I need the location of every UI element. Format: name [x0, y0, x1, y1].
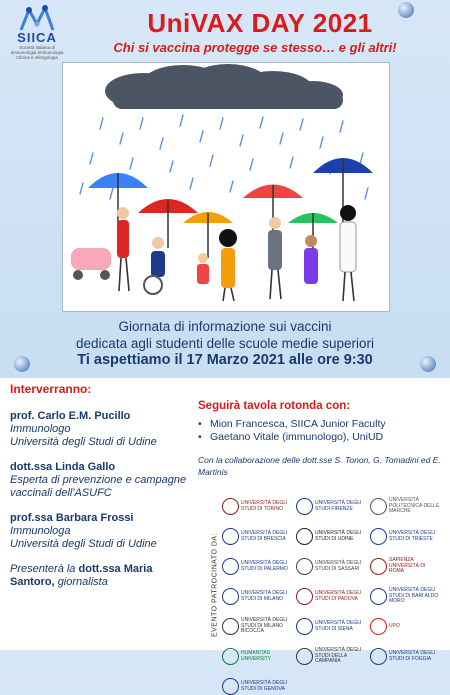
university-name: UNIVERSITÀ DEGLI STUDI DI BARI ALDO MORO: [389, 587, 439, 605]
university-logo: [370, 498, 441, 515]
university-seal-icon: [222, 618, 239, 635]
university-logo: [370, 558, 441, 575]
speaker-affiliation: Università degli Studi di Udine: [10, 538, 157, 550]
university-name: UNIVERSITÀ DEGLI STUDI DI SASSARI: [315, 560, 362, 572]
university-logo: [296, 558, 367, 575]
university-seal-icon: [370, 558, 387, 575]
speaker-name: prof. Carlo E.M. Pucillo: [10, 410, 131, 422]
university-seal-icon: [296, 528, 313, 545]
university-name: UNIVERSITÀ DEGLI STUDI DI PADOVA: [315, 590, 362, 602]
speaker-item: [10, 461, 190, 500]
university-name: UNIVERSITÀ DEGLI STUDI DI BRESCIA: [241, 530, 288, 542]
event-date: Ti aspettiamo il 17 Marzo 2021 alle ore 9:30: [77, 352, 373, 368]
siica-logo: [6, 4, 68, 62]
university-name: UNIVERSITÀ DEGLI STUDI DI GENOVA: [241, 680, 288, 692]
university-seal-icon: [296, 498, 313, 515]
presenter-name: dott.ssa Maria Santoro,: [10, 563, 153, 588]
page-title: UniVAX DAY 2021: [147, 8, 373, 38]
university-name: HUMANITAS UNIVERSITY: [241, 650, 272, 662]
page-subtitle: Chi si vaccina protegge se stesso… e gli altri!: [113, 40, 397, 55]
university-logo: [222, 648, 293, 665]
university-logo: [370, 588, 441, 605]
university-seal-icon: [370, 618, 387, 635]
presenter-role: giornalista: [57, 576, 108, 588]
university-name: UNIVERSITÀ DEGLI STUDI DELLA CAMPANIA: [315, 647, 362, 665]
speakers-heading: Interverranno:: [10, 382, 92, 396]
university-name: UPO: [389, 622, 400, 629]
university-logo: [370, 618, 400, 635]
presenter-prefix: Presenterà la: [10, 563, 76, 575]
university-name: SAPIENZA UNIVERSITÀ DI ROMA: [389, 557, 426, 575]
roundtable-section: [198, 400, 443, 478]
list-item: • Gaetano Vitale (immunologo), UniUD: [198, 431, 443, 444]
university-seal-icon: [296, 618, 313, 635]
siica-emblem-icon: [17, 4, 57, 32]
university-logos: [222, 494, 444, 692]
university-logo: [296, 498, 367, 515]
event-description: [20, 318, 430, 352]
pushpin-icon: [398, 2, 414, 18]
university-seal-icon: [370, 648, 387, 665]
logo-name: SIICA: [17, 30, 57, 45]
university-logo: [222, 558, 293, 575]
speaker-item: [10, 410, 190, 449]
description-line-2: dedicata agli studenti delle scuole medie superiori: [76, 336, 374, 351]
roundtable-list: [198, 418, 443, 444]
university-seal-icon: [222, 678, 239, 695]
university-seal-icon: [222, 588, 239, 605]
university-seal-icon: [296, 588, 313, 605]
university-seal-icon: [222, 648, 239, 665]
university-seal-icon: [222, 498, 239, 515]
rain-umbrella-illustration: [62, 62, 390, 312]
university-seal-icon: [296, 558, 313, 575]
university-logo: [222, 618, 293, 635]
presenter: [10, 563, 190, 589]
university-seal-icon: [222, 528, 239, 545]
university-logo: [296, 648, 367, 665]
university-name: UNIVERSITÀ DEGLI STUDI DI FOGGIA: [389, 650, 436, 662]
university-name: UNIVERSITÀ DEGLI STUDI DI SIENA: [315, 620, 362, 632]
university-logo: [222, 588, 293, 605]
university-logo: [222, 678, 293, 695]
collaboration-note: Con la collaborazione delle dott.sse S. Tonon, G. Tomadini ed E. Martinis: [198, 455, 441, 477]
patronage-label: [209, 525, 221, 645]
university-seal-icon: [370, 498, 387, 515]
university-logo: [222, 528, 293, 545]
university-name: UNIVERSITÀ DEGLI STUDI FIRENZE: [315, 500, 362, 512]
university-name: UNIVERSITÀ POLITECNICA DELLE MARCHE: [389, 497, 440, 515]
university-logo: [296, 588, 367, 605]
university-logo: [222, 498, 293, 515]
speaker-affiliation: Università degli Studi di Udine: [10, 436, 157, 448]
speaker-item: [10, 512, 190, 551]
university-seal-icon: [296, 648, 313, 665]
university-seal-icon: [370, 528, 387, 545]
logo-tagline: Società Italiana di Immunologia Immunologia Clinica e Allergologia: [10, 45, 64, 60]
university-name: UNIVERSITÀ DEGLI STUDI DI TRIESTE: [389, 530, 436, 542]
university-logo: [296, 528, 367, 545]
roundtable-heading: Seguirà tavola rotonda con:: [198, 400, 351, 412]
university-logo: [296, 618, 367, 635]
speaker-name: prof.ssa Barbara Frossi: [10, 512, 134, 524]
university-seal-icon: [222, 558, 239, 575]
university-seal-icon: [370, 588, 387, 605]
university-logo: [370, 648, 441, 665]
university-name: UNIVERSITÀ DEGLI STUDI DI TORINO: [241, 500, 288, 512]
description-line-1: Giornata di informazione sui vaccini: [118, 319, 332, 334]
university-name: UNIVERSITÀ DEGLI STUDI DI MILANO: [241, 590, 288, 602]
speaker-role: Immunologa: [10, 525, 71, 537]
university-name: UNIVERSITÀ DEGLI STUDI DI PALERMO: [241, 560, 288, 572]
university-logo: [370, 528, 441, 545]
university-name: UNIVERSITÀ DEGLI STUDI DI MILANO BICOCCA: [241, 617, 288, 635]
speaker-name: dott.ssa Linda Gallo: [10, 461, 116, 473]
speaker-role: Immunologo: [10, 423, 71, 435]
speakers-section: [10, 382, 190, 601]
speaker-role: Esperta di prevenzione e campagne vaccinali dell'ASUFC: [10, 474, 187, 499]
university-name: UNIVERSITÀ DEGLI STUDI DI UDINE: [315, 530, 362, 542]
list-item: • Mion Francesca, SIICA Junior Faculty: [198, 418, 443, 431]
patronage-text: EVENTO PATROCINATO DA:: [211, 532, 219, 638]
